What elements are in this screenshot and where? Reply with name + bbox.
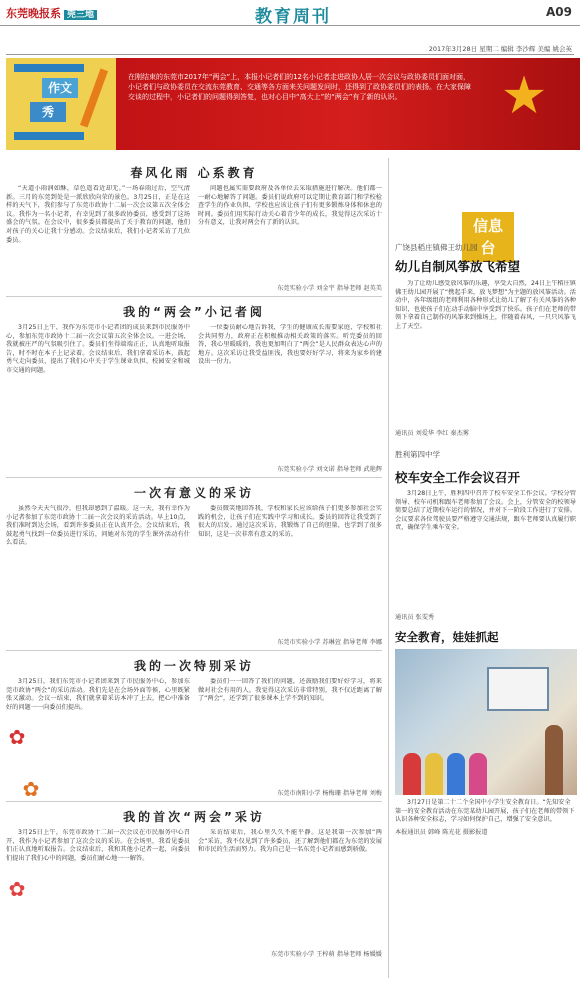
article-byline: 东莞市南阳小学 杨梅珊 指导老师 刘梅 (277, 790, 382, 797)
date-line: 2017年3月28日 星期二 编辑 李沙辉 美编 姚会英 (428, 45, 572, 53)
photo-byline: 本报通讯员 韩峰 陈光花 摄影报道 (395, 828, 488, 836)
article-body (6, 505, 382, 635)
info-badge-bottom: 台 (480, 239, 496, 257)
banner-art (6, 58, 116, 150)
info-badge-top: 信息 (472, 217, 503, 235)
masthead-sub: 莞三地 (64, 10, 97, 20)
photo-child (469, 753, 487, 795)
article-title: 我的首次“两会”采访 (123, 810, 265, 824)
flower-icon: ✿ (22, 777, 40, 801)
story-byline: 通讯员 张雯秀 (395, 614, 435, 621)
article (6, 303, 382, 473)
article (6, 657, 382, 797)
article-text: 问题也属实需要政府及各单位去采取措施进行解决。他们都一一耐心地解答了问题。委员们说政府可以定期让教育部门和学校检查学生的作业负担，学校也应该让孩子们有更多锻炼身体和休息的时间。委员们用实际行动关心着青少年的成长，我觉得这次采访十分有意义，让我对两会有了新的认识。 (198, 185, 382, 227)
article-text: 委员们一一回答了我们的问题，还鼓励我们要好好学习，将来做对社会有用的人。我觉得这次采访非常特别，我不仅近距离了解了“两会”，还学到了很多课本上学不到的知识。 (198, 678, 382, 703)
article-title: 一次有意义的采访 (133, 486, 254, 500)
banner-tag-zuowen: 作文 (42, 78, 78, 98)
photo-caption: 3月27日是第二十二个全国中小学生安全教育日。“先知安全第一的安全教育活动在东莞某幼儿园开展，孩子们在老师的带领下认识各种安全标志，学习如何保护自己，增强了安全意识。 (395, 799, 575, 824)
photo-board (487, 667, 549, 711)
photo-child (425, 753, 443, 795)
flower-icon: ✿ (8, 725, 26, 749)
masthead-name: 东莞晚报 (6, 7, 50, 20)
story-subtitle: 广饶县稻庄镇佛王幼儿园 (395, 243, 478, 252)
article-text: 3月25日，我们东莞市小记者团来到了市民服务中心，参加东莞市政协“两会”的采访活动。我们先是在会场外面等候，心里既紧张又激动。会议一结束，我们就拿着采访本冲了上去，把心中准备好的问题一一向委员们提出。 (6, 678, 190, 711)
article-byline: 东莞市实验小学 苏琳萱 指导老师 李娜 (277, 639, 382, 646)
article-text: 采访结束后，我心里久久不能平静。这是我第一次参加“两会”采访，我不仅见到了许多委员，还了解到他们都在为东莞的发展和市民的生活而努力。我为自己是一名东莞小记者而感到骄傲。 (198, 829, 382, 854)
article-text: 3月25日上午，东莞市政协十二届一次会议在市民服务中心召开，我作为小记者参加了这次会议的采访。在会场里，我看见委员们正认真地听取报告。会议结束后，我和其他小记者一起，向委员们提出了我们心中的问题，委员们耐心地一一解答。 (6, 829, 190, 862)
story-headline: 安全教育，娃娃抓起 (395, 630, 499, 644)
photo-teacher (545, 725, 563, 795)
star-icon: ★ (500, 66, 548, 126)
header-rule (6, 54, 574, 55)
article-body (6, 678, 382, 786)
banner (6, 58, 580, 150)
masthead-suffix: 系 (50, 7, 61, 20)
story-body: 3月28日上午，胜利四中召开了校车安全工作会议。学校分管领导、校车司机和跟车老师参加了会议。会上，分管安全的校领导简要总结了近期校车运行的情况，并对下一阶段工作进行了安排。会议要求各位驾驶员要严格遵守交通法规，跟车老师要认真履行职责，确保学生乘车安全。 (395, 490, 576, 532)
banner-tag-xiu: 秀 (30, 102, 66, 122)
left-column (6, 158, 382, 978)
article-title: 我的“两会”小记者阅 (123, 305, 265, 319)
story-byline: 通讯员 刘爱华 李红 秦杰雾 (395, 430, 469, 437)
story-headline: 校车安全工作会议召开 (395, 470, 521, 485)
article (6, 484, 382, 646)
safety-photo (395, 649, 577, 795)
story-subtitle: 胜利第四中学 (395, 450, 440, 459)
divider (6, 650, 382, 651)
article-text: 3月25日上午，我作为东莞市小记者团的成员来到市民服务中心，参加东莞市政协十二届一次会议第五次全体会议。一进会场，我就被庄严的气氛吸引住了。委员们坐得端端正正，认真地听取报告，时不时在本子上记录着。会议结束后，我们拿着采访本，鼓起勇气走向委员，提出了我们心中关于学生课业负担、校园安全和城市交通的问题。 (6, 324, 190, 374)
article-body (6, 324, 382, 462)
article-body (6, 829, 382, 947)
masthead (6, 5, 97, 21)
article (6, 164, 382, 292)
banner-stripe (14, 132, 84, 140)
photo-child (403, 753, 421, 795)
article-byline: 东莞市实验小学 王梓萌 指导老师 杨媛媛 (270, 951, 382, 958)
article-text: 虽然今天天气很冷，但我却感到了温暖。这一天，我有幸作为小记者参加了东莞市政协十二届一次会议的采访活动。早上10点，我们准时到达会场，看到许多委员正在认真开会。会议结束后，我鼓起勇气找到一位委员进行采访，问她对东莞的学生课外活动有什么看法。 (6, 505, 190, 547)
article-text: 一位委员耐心地告诉我，学生的健康成长需要家庭、学校和社会共同努力，政府正在积极推动相关政策的落实。听完委员的回答，我心里暖暖的，我也更加明白了“两会”是人民群众表达心声的地方。这次采访让我受益匪浅，我也要好好学习，将来为家乡的建设出一份力。 (198, 324, 382, 366)
article-byline: 东莞实验小学 刘金宇 指导老师 赵英美 (277, 285, 382, 292)
flower-icon: ✿ (8, 877, 26, 901)
article-title: 我的一次特别采访 (133, 659, 254, 673)
right-column (388, 158, 576, 978)
section-title: 教育周刊 (255, 7, 331, 27)
article (6, 808, 382, 958)
article-text: 委员微笑地回答我，学校和家长应该给孩子们更多参加社会实践的机会，让孩子们在实践中学习和成长。委员的回答让我受到了很大的启发。通过这次采访，我锻炼了自己的胆量，也学到了很多知识，这是一次非常有意义的采访。 (198, 505, 382, 538)
article-title: 春风化雨 心系教育 (130, 166, 258, 180)
article-text: “天道小雨润如酥，草色遥看近却无。”一场春雨过后，空气清新。三月的东莞到处是一派欣欣向荣的景色。3月25日，正是在这样的天气下，我们参与了东莞市政协十二届一次会议第五次全体会议。我作为一名小记者，有幸见到了很多政协委员，感受到了这场盛会的气氛。在会议中，很多委员都提出了关于教育的问题，他们对孩子的关心让我十分感动。会议结束后，我们小记者采访了几位委员。 (6, 185, 190, 244)
banner-stripe (14, 64, 84, 72)
pencil-icon (80, 68, 108, 127)
divider (6, 296, 382, 297)
article-body (6, 185, 382, 281)
page-number: A09 (546, 5, 572, 19)
banner-intro: 在刚结束的东莞市2017年“两会”上，本报小记者们的12名小记者走进政协人居一次会议与政协委员们面对面，小记者们与政协委员在交流东莞教育、交通等各方面来关问题发问时，还得到了政协委员们的表扬。在大家保障交谈的过程中，小记者们的问题得到答复，也对心目中“高大上”的“两会”有了新的认识。 (128, 73, 471, 101)
divider (6, 801, 382, 802)
article-byline: 东莞实验小学 刘文诺 指导老师 武艳辉 (277, 466, 382, 473)
photo-child (447, 753, 465, 795)
story-headline: 幼儿自制风筝放飞希望 (395, 259, 521, 274)
divider (6, 477, 382, 478)
page-header (0, 0, 580, 26)
story-body: 为了让幼儿感受放风筝的乐趣，享受大自然，24日上午稻庄镇佛王幼儿园开展了“携起手来，放飞梦想”为主题的放风筝活动。活动中，各年级组的老师利用各种形式让幼儿了解了有关风筝的各种知识，也使孩子们在动手动脑中享受到了快乐。孩子们在老师的带领下拿着自己制作的风筝来到操场上，伴随着春风，一只只风筝飞上了天空。 (395, 280, 576, 330)
